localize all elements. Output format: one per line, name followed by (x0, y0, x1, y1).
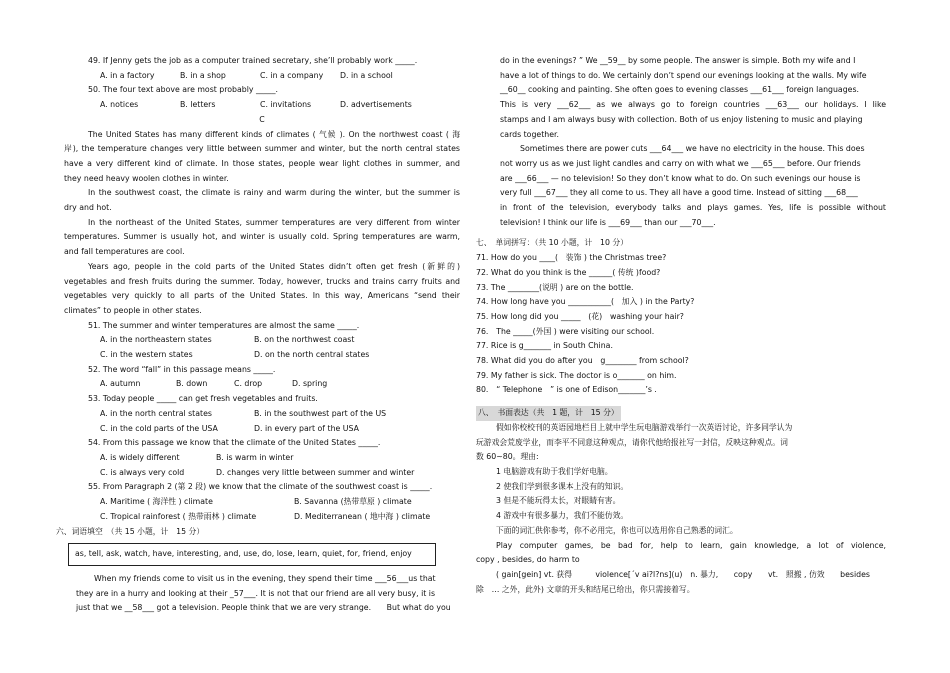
option-a: A. in the northeastern states (100, 335, 212, 345)
question-54-options-row1 (64, 451, 460, 466)
cloze-line: stamps and I am always busy with collection. Both of us enjoy listening to music and playing (500, 114, 863, 124)
option-c: C. drop (234, 379, 263, 389)
option-c: C. is always very cold (100, 467, 185, 477)
question-53-options-row1 (64, 407, 460, 422)
cloze-line: Sometimes there are power cuts ___64___ we have no electricity in the house. This does (520, 144, 865, 154)
passage-line: In the southwest coast, the climate is rainy and warm during the winter, but the summer is (88, 188, 460, 198)
question-55-options-row2 (64, 510, 460, 525)
passage-line: have a very different kind of climate. In those states, people wear light clothes in summer, and (64, 158, 460, 168)
option-b: B. down (176, 379, 208, 389)
vocab-line: ( gain[gein] vt. 获得 violence[ˊv ai?l?ns](u) n. 暴力, copy vt. 照搬 , 仿效 besides (496, 569, 870, 579)
option-a: A. notices (100, 100, 139, 110)
spelling-item: 75. How long did you _____ (花) washing your hair? (476, 311, 684, 321)
option-a: A. is widely different (100, 452, 180, 462)
cloze-line: television! I think our life is ___69___ than our ___70___. (500, 217, 716, 227)
question-53-options-row2 (64, 422, 460, 437)
question-52-options (64, 377, 460, 392)
passage-line: and fall temperatures are cool. (64, 247, 185, 257)
question-49: 49. If Jenny gets the job as a computer trained secretary, she’ll probably work _____. (88, 56, 418, 65)
spelling-item: 79. My father is sick. The doctor is o_______ on him. (476, 370, 677, 380)
option-c: C. invitations (260, 100, 312, 110)
question-52: 52. The word “fall” in this passage means _____. (88, 364, 276, 374)
vocab-line: 除 … 之外，此外) 文章的开头和结尾已给出，你只需接着写。 (476, 584, 695, 594)
question-55-options-row1 (64, 495, 460, 510)
cloze-line: do in the evenings? ” We __59__ by some people. The answer is simple. Both my wife and I (500, 56, 856, 65)
reason-item: 3 但是不能玩得太长，对眼睛有害。 (496, 496, 621, 506)
passage-line: The United States has many different kinds of climates ( 气候 ). On the northwest coast ( 海 (88, 129, 460, 139)
option-b: B. on the northwest coast (254, 335, 355, 345)
cloze-line: they are in a hurry and looking at their _57___. It is not that our friend are all very busy, it is (76, 588, 436, 598)
reason-item: 1 电脑游戏有助于我们学好电脑。 (496, 466, 613, 476)
option-a: A. Maritime ( 海洋性 ) climate (100, 497, 213, 507)
cloze-line: have a lot of things to do. We certainly don’t spend our evenings looking at the walls. My wife (500, 70, 867, 80)
word-bank-box: as, tell, ask, watch, have, interesting, and, use, do, lose, learn, quiet, for, friend, enjoy (68, 543, 436, 566)
question-51-options-row1 (64, 333, 460, 348)
spelling-item: 78. What did you do after you g________ from school? (476, 356, 689, 366)
option-b: B. in the southwest part of the US (254, 408, 387, 418)
question-51: 51. The summer and winter temperatures are almost the same _____. (88, 320, 360, 330)
question-50: 50. The four text above are most probably _____. (88, 85, 278, 95)
option-a: A. autumn (100, 379, 141, 389)
passage-line: they need heavy woolen clothes in winter. (64, 173, 229, 183)
section-6-title: 六、词语填空 （共 15 小题，计 15 分） (56, 526, 205, 536)
option-c: C. in a company (260, 70, 324, 80)
left-column (56, 54, 460, 616)
reason-item: 4 游戏中有很多暴力，我们不能仿效。 (496, 511, 629, 521)
option-a: A. in a factory (100, 70, 155, 80)
spelling-item: 71. How do you ____( 装饰 ) the Christmas tree? (476, 253, 667, 263)
passage-line: Years ago, people in the cold parts of the United States didn’t often get fresh (新鲜的) (88, 261, 460, 271)
passage-line: 岸), the temperature changes very little between summer and winter, but the north central states (64, 144, 460, 154)
cloze-line: This is very ___62___ as we always go to foreign countries ___63___ our holidays. I like (500, 100, 886, 110)
passage-line: climates” to people in other states. (64, 305, 202, 315)
option-d: D. changes very little between summer and winter (216, 467, 415, 477)
writing-intro-line: 玩游戏会荒废学业，而李平不同意这种观点，请你代他给报社写一封信，反映这种观点。词 (476, 437, 788, 447)
spelling-item: 74. How long have you ___________( 加入 ) in the Party? (476, 297, 695, 307)
cloze-line: in front of the television, everybody talks and plays games. Yes, life is possible without (500, 203, 886, 213)
question-54: 54. From this passage we know that the climate of the United States _____. (88, 438, 381, 448)
cloze-line: not worry us as we just light candles and carry on with what we ___65___ before. Our friends (500, 158, 861, 168)
cloze-line: When my friends come to visit us in the evening, they spend their time ___56___us that (94, 573, 436, 583)
option-d: D. advertisements (340, 100, 412, 110)
option-d: D. Mediterranean ( 地中海 ) climate (294, 511, 431, 521)
question-54-options-row2 (64, 466, 460, 481)
option-b: B. is warm in winter (216, 452, 294, 462)
cloze-line: __60__ cooking and painting. She often goes to evening classes ___61___ foreign languages. (500, 85, 859, 95)
vocab-line: Play computer games, be bad for, help to learn, gain knowledge, a lot of violence, (496, 540, 886, 550)
option-b: B. in a shop (180, 70, 226, 80)
section-8-title: 八、 书面表达（共 1 题，计 15 分） (476, 406, 621, 421)
spelling-item: 76. The _____(外国 ) were visiting our school. (476, 326, 655, 336)
vocab-note: 下面的词汇供你参考，你不必用完，你也可以选用你自己熟悉的词汇。 (496, 525, 738, 535)
option-c: C. Tropical rainforest ( 热带雨林 ) climate (100, 511, 257, 521)
question-49-options (64, 69, 460, 84)
passage-line: In the northeast of the United States, summer temperatures are very different from winter (88, 217, 460, 227)
question-51-options-row2 (64, 348, 460, 363)
option-d: D. in every part of the USA (254, 423, 359, 433)
section-7-title: 七、 单词拼写：（共 10 小题，计 10 分） (476, 238, 629, 248)
passage-line: dry and hot. (64, 203, 112, 213)
right-column (476, 54, 886, 597)
writing-intro-line: 假如你校校刊的英语园地栏目上就中学生玩电脑游戏举行一次英语讨论，许多同学认为 (496, 422, 793, 432)
option-d: D. in a school (340, 70, 393, 80)
option-c: C. in the cold parts of the USA (100, 423, 218, 433)
spelling-item: 77. Rice is g_______ in South China. (476, 341, 613, 351)
question-53: 53. Today people _____ can get fresh vegetables and fruits. (88, 394, 318, 404)
option-a: A. in the north central states (100, 408, 212, 418)
option-b: B. letters (180, 100, 216, 110)
option-d: D. spring (292, 379, 328, 389)
cloze-line: cards together. (500, 129, 559, 139)
passage-line: vegetables and fresh fruits during the summer. Today, however, trucks and trains carry fruits and (64, 276, 460, 286)
section-8-header (476, 406, 886, 421)
vocab-line: copy , besides, do harm to (476, 555, 580, 565)
option-d: D. on the north central states (254, 350, 370, 360)
passage-line: temperatures. Summer is usually hot, and winter is usually cold. Spring temperatures are warm, (64, 232, 460, 242)
writing-intro-line: 数 60~80。理由: (476, 452, 539, 462)
reason-item: 2 使我们学到很多课本上没有的知识。 (496, 481, 629, 491)
spelling-item: 80. “ Telephone ” is one of Edison_______’s . (476, 385, 657, 395)
passage-c-label: C (259, 114, 265, 124)
cloze-line: just that we __58___ got a television. People think that we are very strange. But what do you (76, 603, 451, 613)
option-c: C. in the western states (100, 350, 193, 360)
question-50-options (64, 98, 460, 113)
passage-line: vegetables very quickly to all parts of the United States. In this way, Americans “send their (64, 291, 460, 301)
question-55: 55. From Paragraph 2 (第 2 段) we know that the climate of the southwest coast is _____. (88, 482, 433, 492)
cloze-line: very full ___67___ they all come to us. They all have a good time. Instead of sitting ___68___ (500, 188, 858, 198)
option-b: B. Savanna (热带草原 ) climate (294, 497, 412, 507)
cloze-line: are ___66___ — no television! So they don’t know what to do. On such evenings our house is (500, 173, 861, 183)
spelling-item: 72. What do you think is the ______( 传统 )food? (476, 267, 661, 277)
spelling-item: 73. The ________(说明 ) are on the bottle. (476, 282, 634, 292)
